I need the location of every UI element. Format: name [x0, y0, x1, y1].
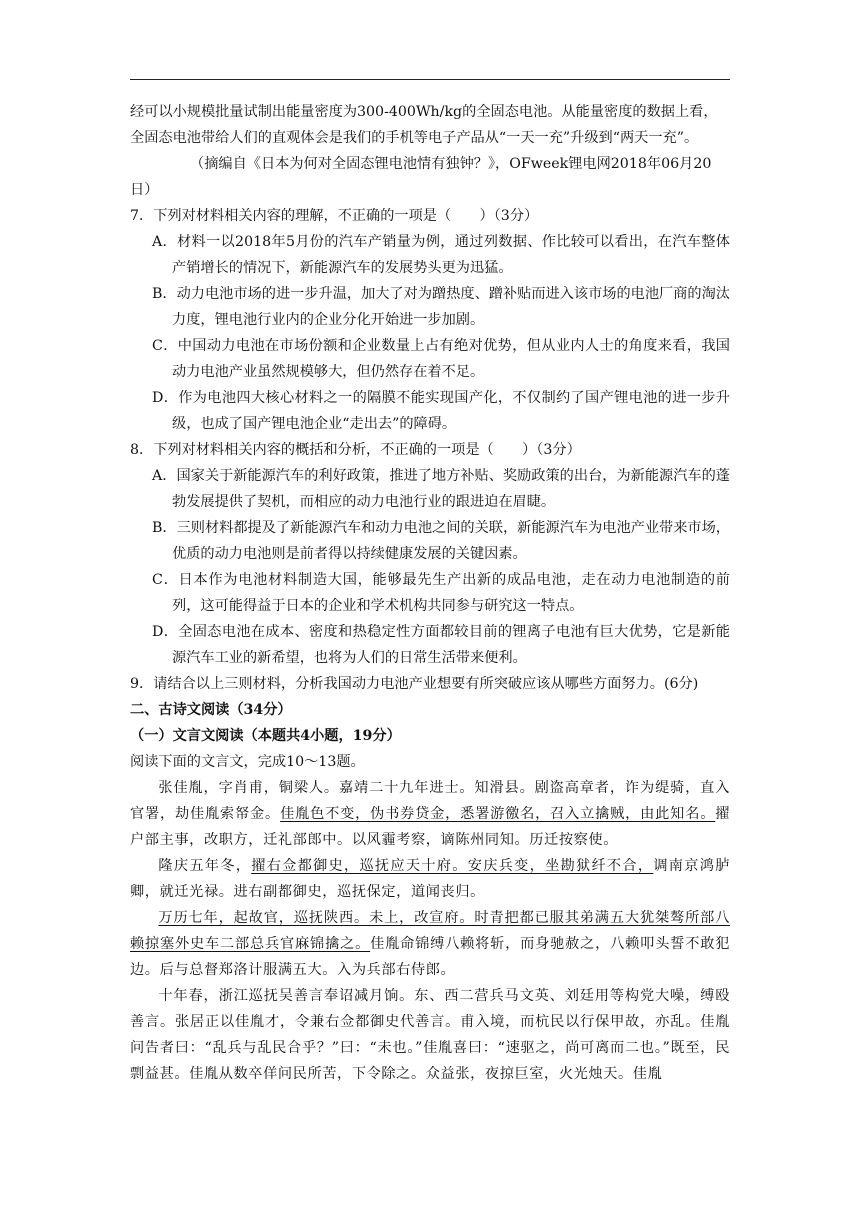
text-line: 全固态电池带给人们的直观体会是我们的手机等电子产品从“一天一充”升级到“两天一充”。: [130, 130, 699, 146]
question-8-option-b: B．三则材料都提及了新能源汽车和动力电池之间的关联，新能源汽车为电池产业带来市场，优质的动力电池则是前者得以持续健康发展的关键因素。: [152, 520, 730, 562]
question-7-option-a: A．材料一以2018年5月份的汽车产销量为例，通过列数据、作比较可以看出，在汽车整体产销增长的情况下，新能源汽车的发展势头更为迅猛。: [152, 234, 730, 276]
question-7-stem: 7．下列对材料相关内容的理解，不正确的一项是（ ）（3分）: [130, 208, 539, 224]
header-rule: [130, 79, 730, 80]
passage-paragraph-2: 隆庆五年冬，擢右佥都御史，巡抚应天十府。安庆兵变，坐勘狱纤不合，调南京鸿胪卿，就迁光禄。进右副都御史，巡抚保定，道闻丧归。: [130, 858, 730, 900]
instruction: 阅读下面的文言文，完成10～13题。: [130, 754, 365, 770]
question-8-option-c: C．日本作为电池材料制造大国，能够最先生产出新的成品电池，走在动力电池制造的前列，这可能得益于日本的企业和学术机构共同参与研究这一特点。: [152, 572, 730, 614]
question-9: 9．请结合以上三则材料，分析我国动力电池产业想要有所突破应该从哪些方面努力。(6分): [130, 676, 699, 692]
passage-paragraph-4: 十年春，浙江巡抚吴善言奉诏减月饷。东、西二营兵马文英、刘廷用等构党大噪，缚殴善言。张居正以佳胤才，令兼右佥都御史代善言。甫入境，而杭民以行保甲故，亦乱。佳胤问告者曰：“乱兵与乱民合乎？”曰：“未也。”佳胤喜曰：“速驱之，尚可离而二也。”既至，民剽益甚。佳胤从数卒佯问民所苦，下令除之。众益张，夜掠巨室，火光烛天。佳胤: [130, 988, 730, 1082]
question-7-option-d: D．作为电池四大核心材料之一的隔膜不能实现国产化，不仅制约了国产锂电池的进一步升级，也成了国产锂电池企业“走出去”的障碍。: [152, 390, 730, 432]
subsection-heading: （一）文言文阅读（本题共4小题，19分）: [130, 728, 401, 744]
underlined-sentence: 万历七年，起故官，巡抚陕西。未上，改宣府。时青把都已服其弟满五大犹桀骜所部八赖掠塞外史车二部总兵官麻锦擒之。: [130, 910, 730, 952]
question-8-option-a: A．国家关于新能源汽车的利好政策，推进了地方补贴、奖励政策的出台，为新能源汽车的蓬勃发展提供了契机，而相应的动力电池行业的跟进迫在眉睫。: [152, 468, 730, 510]
text-line: 经可以小规模批量试制出能量密度为300-400Wh/kg的全固态电池。从能量密度的数据上看，: [130, 104, 718, 120]
document-body: [130, 99, 730, 1087]
passage-paragraph-3: 万历七年，起故官，巡抚陕西。未上，改宣府。时青把都已服其弟满五大犹桀骜所部八赖掠塞外史车二部总兵官麻锦擒之。佳胤命锦缚八赖将斩，而身驰赦之，八赖叩头誓不敢犯边。后与总督郑洛计服满五大。入为兵部右侍郎。: [130, 910, 730, 978]
source-citation: （摘编自《日本为何对全固态锂电池情有独钟？》，OFweek锂电网2018年06月20: [190, 156, 712, 172]
underlined-sentence: 佳胤色不变，伪书券贷金，悉署游徼名，召入立擒贼，由此知名。: [280, 806, 716, 822]
question-7-option-b: B．动力电池市场的进一步升温，加大了对为蹭热度、蹭补贴而进入该市场的电池厂商的淘汰力度，锂电池行业内的企业分化开始进一步加剧。: [152, 286, 730, 328]
underlined-sentence: 擢右佥都御史，巡抚应天十府。安庆兵变，坐勘狱纤不合，: [251, 858, 654, 874]
question-8-stem: 8．下列对材料相关内容的概括和分析，不正确的一项是（ ）（3分）: [130, 442, 581, 458]
question-8-option-d: D．全固态电池在成本、密度和热稳定性方面都较目前的锂离子电池有巨大优势，它是新能源汽车工业的新希望，也将为人们的日常生活带来便利。: [152, 624, 730, 666]
section-heading: 二、古诗文阅读（34分）: [130, 702, 292, 718]
question-7-option-c: C．中国动力电池在市场份额和企业数量上占有绝对优势，但从业内人士的角度来看，我国动力电池产业虽然规模够大，但仍然存在着不足。: [152, 338, 730, 380]
passage-paragraph-1: 张佳胤，字肖甫，铜梁人。嘉靖二十九年进士。知滑县。剧盗高章者，诈为缇骑，直入官署，劫佳胤索帑金。佳胤色不变，伪书券贷金，悉署游徼名，召入立擒贼，由此知名。擢户部主事，改职方，迁礼部郎中。以风霾考察，谪陈州同知。历迁按察使。: [130, 780, 730, 848]
source-citation-end: 日）: [130, 182, 159, 198]
